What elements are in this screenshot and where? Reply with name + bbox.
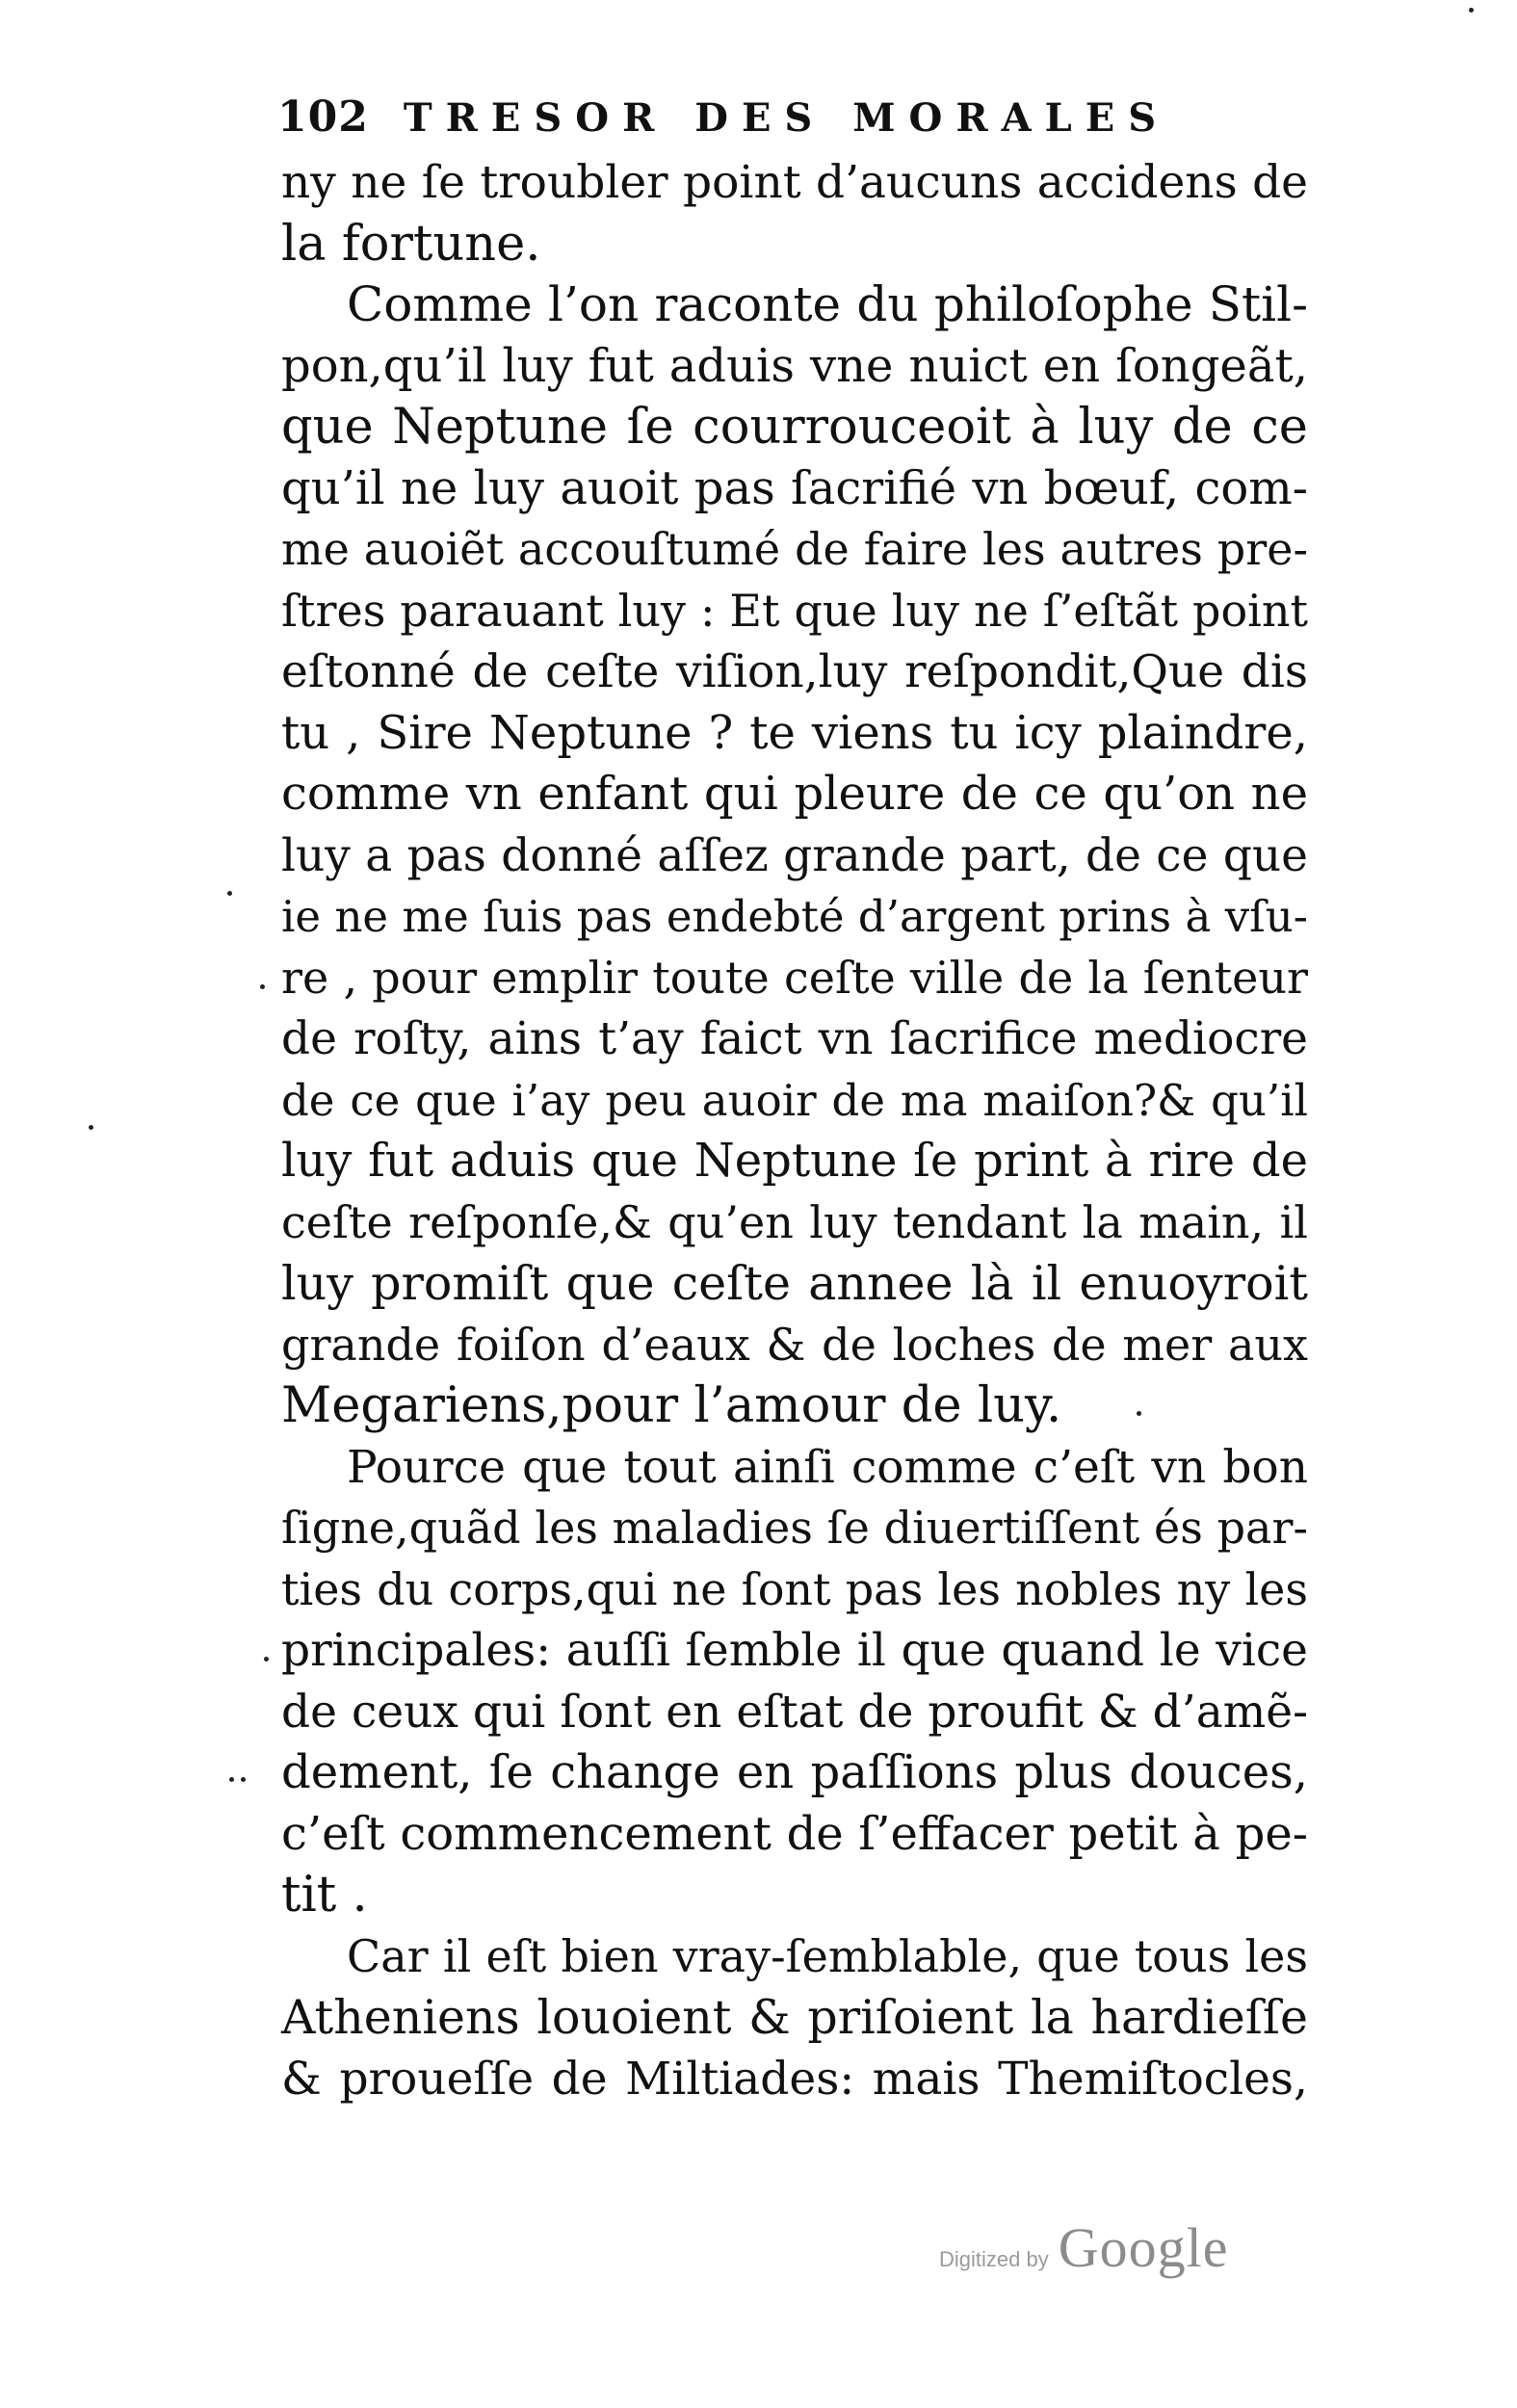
text-line: tit . <box>281 1867 368 1924</box>
text-line: ny ne ſe troubler point d’aucuns accidens de <box>281 156 1308 209</box>
print-speck <box>1469 8 1474 13</box>
text-line: ie ne me ſuis pas endebté d’argent prins à vſu- <box>281 891 1308 942</box>
text-line: de ce que i’ay peu auoir de ma maiſon?& qu’il <box>281 1074 1308 1126</box>
text-line: de ceux qui ſont en eſtat de proufit & d’amẽ- <box>281 1685 1308 1739</box>
page-number: 102 <box>277 92 369 142</box>
text-line: ſigne,quãd les maladies ſe diuertiſſent és par- <box>281 1502 1308 1554</box>
print-speck <box>260 984 265 989</box>
text-line: dement, ſe change en paſſions plus douces, <box>281 1745 1308 1799</box>
text-line: Car il eſt bien vray-ſemblable, que tous les <box>347 1929 1308 1982</box>
text-line: Pource que tout ainſi comme c’eſt vn bon <box>347 1440 1308 1494</box>
text-line: la fortune. <box>281 215 541 273</box>
text-line: principales: auſſi ſemble il que quand le vice <box>281 1624 1308 1677</box>
text-line: c’eſt commencement de ſ’effacer petit à pe- <box>281 1806 1308 1861</box>
google-logo: Google <box>1058 2216 1229 2279</box>
print-speck <box>227 891 232 896</box>
text-line: comme vn enfant qui pleure de ce qu’on ne <box>281 767 1308 821</box>
page-header <box>277 92 1308 150</box>
text-line: luy promiſt que ceſte annee là il enuoyroit <box>281 1256 1308 1311</box>
text-line: qu’il ne luy auoit pas ſacrifié vn bœuf, com- <box>281 460 1308 515</box>
print-speck <box>229 1777 234 1782</box>
text-line: Comme l’on raconte du philoſophe Stil- <box>347 276 1308 332</box>
text-line: me auoiẽt accouſtumé de faire les autres pre- <box>281 523 1308 575</box>
text-line: grande foiſon d’eaux & de loches de mer aux <box>281 1318 1308 1371</box>
text-line: luy fut aduis que Neptune ſe print à rire de <box>281 1134 1308 1188</box>
print-speck <box>1137 1411 1141 1416</box>
print-speck <box>89 1125 93 1130</box>
text-line: ceſte reſponſe,& qu’en luy tendant la main, il <box>281 1195 1308 1248</box>
text-line: ties du corps,qui ne ſont pas les nobles ny les <box>281 1562 1308 1615</box>
text-line: Atheniens louoient & priſoient la hardieſſe <box>281 1990 1308 2045</box>
print-speck <box>241 1777 246 1782</box>
digitized-watermark <box>939 2215 1247 2283</box>
text-line: eſtonné de ceſte viſion,luy reſpondit,Que dis <box>281 645 1308 698</box>
text-line: luy a pas donné aſſez grande part, de ce que <box>281 828 1308 882</box>
text-line: Megariens,pour l’amour de luy. <box>281 1377 1062 1434</box>
watermark-prefix: Digitized by <box>939 2247 1049 2271</box>
print-speck <box>264 1657 269 1662</box>
running-title: TRESOR DES MORALES <box>403 95 1170 141</box>
text-line: ſtres parauant luy : Et que luy ne ſ’eſtãt point <box>281 584 1308 637</box>
text-line: de roſty, ains t’ay faict vn ſacrifice mediocre <box>281 1012 1308 1065</box>
body-text <box>281 152 1308 2109</box>
text-line: & proueſſe de Miltiades: mais Themiſtocles, <box>281 2052 1308 2106</box>
text-line: que Neptune ſe courrouceoit à luy de ce <box>281 399 1308 456</box>
text-line: pon,qu’il luy fut aduis vne nuict en ſongeãt, <box>281 338 1308 393</box>
text-line: re , pour emplir toute ceſte ville de la ſenteur <box>281 951 1308 1004</box>
text-line: tu , Sire Neptune ? te viens tu icy plaindre, <box>281 705 1308 760</box>
